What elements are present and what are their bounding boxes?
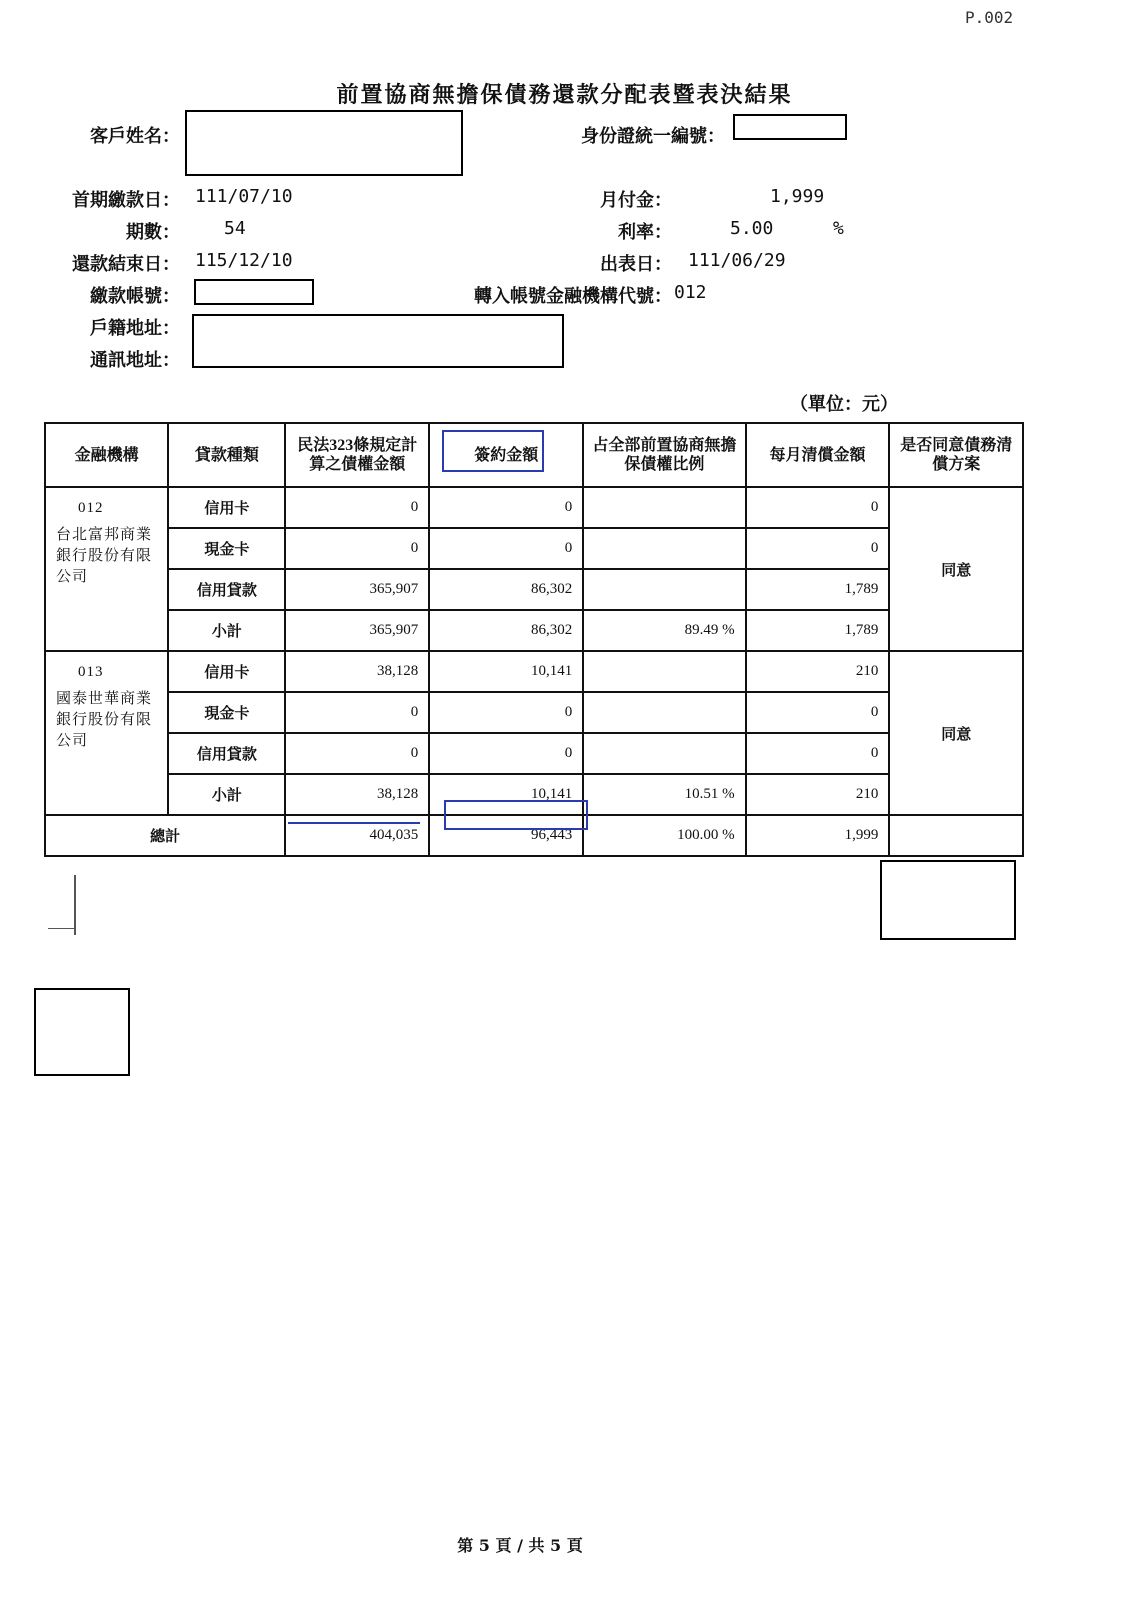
- id-redacted: [733, 114, 847, 140]
- bank-code-value: 012: [674, 282, 707, 303]
- civil-total-underline: [288, 822, 420, 824]
- periods-label: 期數：: [126, 222, 180, 243]
- mailing-address-label: 通訊地址：: [90, 350, 180, 371]
- contract-amount: 0: [429, 692, 583, 733]
- contract-amount: 0: [429, 487, 583, 528]
- rate-unit: %: [833, 218, 844, 239]
- contract-total-highlight: [444, 800, 588, 830]
- civil-amount: 38,128: [285, 774, 429, 815]
- customer-name-redacted: [185, 110, 463, 176]
- col-header-agree: 是否同意債務清償方案: [889, 423, 1023, 487]
- col-header-monthly: 每月清償金額: [746, 423, 890, 487]
- civil-amount: 365,907: [285, 569, 429, 610]
- rate-value: 5.00: [730, 218, 774, 239]
- subtotal-row: [45, 610, 1023, 651]
- table-row: [45, 692, 1023, 733]
- total-monthly-amount: 1,999: [746, 815, 890, 856]
- col-header-loan-type: 貸款種類: [168, 423, 285, 487]
- loan-type: 小計: [168, 774, 285, 815]
- col-header-contract-amount: 簽約金額: [429, 423, 583, 487]
- contract-amount: 0: [429, 528, 583, 569]
- monthly-amount: 1,789: [746, 610, 890, 651]
- ratio: [583, 487, 745, 528]
- document-title: 前置協商無擔保債務還款分配表暨表決結果: [336, 82, 793, 108]
- contract-amount: 86,302: [429, 610, 583, 651]
- table-row: [45, 733, 1023, 774]
- ratio: [583, 528, 745, 569]
- scan-mark: [48, 928, 76, 929]
- first-payment-label: 首期繳款日：: [72, 190, 180, 211]
- bank-code: 013: [78, 664, 104, 680]
- civil-amount: 38,128: [285, 651, 429, 692]
- loan-type: 小計: [168, 610, 285, 651]
- end-date-value: 115/12/10: [195, 250, 293, 271]
- issue-date-label: 出表日：: [600, 254, 672, 275]
- table-row: [45, 528, 1023, 569]
- ratio: 10.51 %: [583, 774, 745, 815]
- contract-amount: 10,141: [429, 651, 583, 692]
- account-redacted: [194, 279, 314, 305]
- bank-code: 012: [78, 500, 104, 516]
- loan-type: 現金卡: [168, 692, 285, 733]
- address-redacted: [192, 314, 564, 368]
- loan-type: 信用卡: [168, 651, 285, 692]
- customer-name-label: 客戶姓名：: [90, 126, 180, 147]
- civil-amount: 0: [285, 487, 429, 528]
- table-row: [45, 569, 1023, 610]
- monthly-amount: 0: [746, 528, 890, 569]
- total-agree-empty: [889, 815, 1023, 856]
- page-number: P.002: [965, 8, 1014, 27]
- contract-amount: 86,302: [429, 569, 583, 610]
- account-label: 繳款帳號：: [90, 286, 180, 307]
- bank-cell: [45, 651, 168, 815]
- col-header-ratio: 占全部前置協商無擔保債權比例: [583, 423, 745, 487]
- civil-amount: 0: [285, 733, 429, 774]
- agree-status: 同意: [889, 651, 1023, 815]
- rate-label: 利率：: [618, 222, 672, 243]
- scan-mark: [74, 875, 76, 935]
- monthly-amount: 0: [746, 733, 890, 774]
- unit-label: （單位：元）: [790, 394, 898, 415]
- bank-cell: [45, 487, 168, 651]
- contract-amount: 0: [429, 733, 583, 774]
- seal-box: [34, 988, 130, 1076]
- ratio: 89.49 %: [583, 610, 745, 651]
- bank-code-label: 轉入帳號金融機構代號：: [474, 286, 672, 307]
- monthly-amount: 0: [746, 487, 890, 528]
- monthly-amount: 0: [746, 692, 890, 733]
- table-row: [45, 651, 1023, 692]
- contract-header-highlight: [442, 430, 544, 472]
- total-contract-amount: 96,443: [429, 815, 583, 856]
- col-header-civil-amount: 民法323條規定計算之債權金額: [285, 423, 429, 487]
- allocation-table: [44, 422, 1024, 857]
- ratio: [583, 692, 745, 733]
- end-date-label: 還款結束日：: [72, 254, 180, 275]
- household-address-label: 戶籍地址：: [90, 318, 180, 339]
- civil-amount: 0: [285, 692, 429, 733]
- bank-name: 台北富邦商業銀行股份有限公司: [56, 527, 153, 585]
- monthly-label: 月付金：: [600, 190, 672, 211]
- ratio: [583, 733, 745, 774]
- first-payment-value: 111/07/10: [195, 186, 293, 207]
- contract-amount: 10,141: [429, 774, 583, 815]
- monthly-value: 1,999: [770, 186, 825, 207]
- loan-type: 信用貸款: [168, 733, 285, 774]
- col-header-institution: 金融機構: [45, 423, 168, 487]
- total-civil-amount: 404,035: [285, 815, 429, 856]
- page-footer: 第 5 頁 / 共 5 頁: [457, 1536, 583, 1555]
- id-label: 身份證統一編號：: [581, 126, 725, 147]
- monthly-amount: 210: [746, 774, 890, 815]
- table-row: [45, 487, 1023, 528]
- ratio: [583, 569, 745, 610]
- civil-amount: 0: [285, 528, 429, 569]
- seal-box: [880, 860, 1016, 940]
- ratio: [583, 651, 745, 692]
- loan-type: 信用卡: [168, 487, 285, 528]
- loan-type: 信用貸款: [168, 569, 285, 610]
- monthly-amount: 1,789: [746, 569, 890, 610]
- bank-name: 國泰世華商業銀行股份有限公司: [56, 691, 153, 749]
- periods-value: 54: [224, 218, 246, 239]
- total-ratio: 100.00 %: [583, 815, 745, 856]
- agree-status: 同意: [889, 487, 1023, 651]
- total-label: 總計: [45, 815, 285, 856]
- loan-type: 現金卡: [168, 528, 285, 569]
- monthly-amount: 210: [746, 651, 890, 692]
- issue-date-value: 111/06/29: [688, 250, 786, 271]
- civil-amount: 365,907: [285, 610, 429, 651]
